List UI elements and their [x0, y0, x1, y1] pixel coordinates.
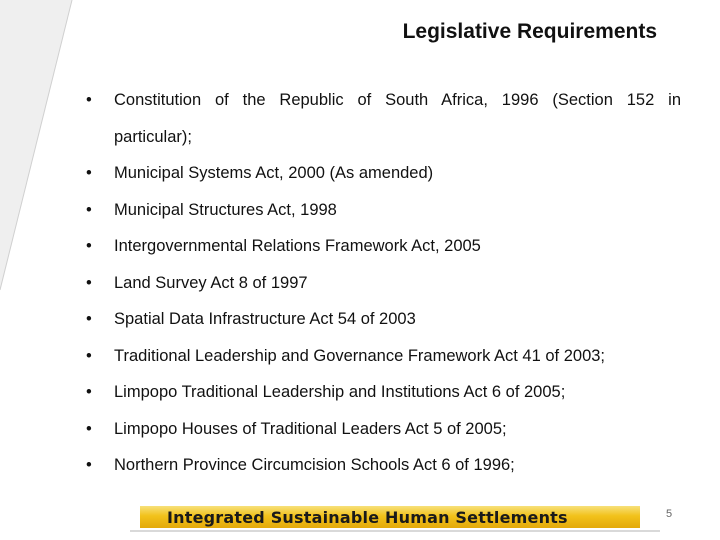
bullet-symbol: •: [86, 273, 92, 292]
bullet-symbol: •: [86, 456, 92, 474]
bullet-list: [86, 82, 681, 484]
bullet-symbol: •: [86, 383, 92, 401]
bullet-text: Limpopo Houses of Traditional Leaders Act 5 of 2005;: [114, 419, 507, 438]
corner-decoration: [0, 0, 80, 300]
bullet-symbol: •: [86, 310, 92, 328]
bullet-text: Northern Province Circumcision Schools Act 6 of 1996;: [114, 456, 515, 474]
bullet-text-continuation: particular);: [114, 127, 192, 146]
page-number: 5: [666, 508, 673, 520]
footer-title: Integrated Sustainable Human Settlements: [167, 508, 568, 527]
bullet-item: [86, 155, 681, 192]
bullet-text: Municipal Structures Act, 1998: [114, 200, 337, 219]
bullet-item: [86, 338, 681, 375]
bullet-text: Limpopo Traditional Leadership and Institutions Act 6 of 2005;: [114, 383, 566, 401]
bullet-item: [86, 265, 681, 302]
bullet-item: [86, 228, 681, 265]
bullet-text: Land Survey Act 8 of 1997: [114, 273, 308, 292]
bullet-item: [86, 374, 681, 411]
bullet-text: Constitution of the Republic of South Africa, 1996 (Section 152 in: [114, 91, 681, 109]
bullet-symbol: •: [86, 346, 92, 365]
bullet-item: [86, 447, 681, 484]
bullet-symbol: •: [86, 91, 92, 109]
footer-divider: [130, 530, 660, 532]
bullet-item: [86, 411, 681, 448]
bullet-symbol: •: [86, 164, 92, 182]
bullet-item: [86, 301, 681, 338]
bullet-text: Spatial Data Infrastructure Act 54 of 2003: [114, 310, 416, 328]
bullet-text: Municipal Systems Act, 2000 (As amended): [114, 164, 434, 182]
slide-title: Legislative Requirements: [402, 20, 657, 43]
bullet-item: [86, 192, 681, 229]
bullet-item: [86, 82, 681, 155]
bullet-symbol: •: [86, 237, 92, 255]
bullet-text: Traditional Leadership and Governance Framework Act 41 of 2003;: [114, 346, 606, 365]
bullet-text: Intergovernmental Relations Framework Act, 2005: [114, 237, 481, 255]
bullet-symbol: •: [86, 200, 92, 219]
bullet-symbol: •: [86, 419, 92, 438]
